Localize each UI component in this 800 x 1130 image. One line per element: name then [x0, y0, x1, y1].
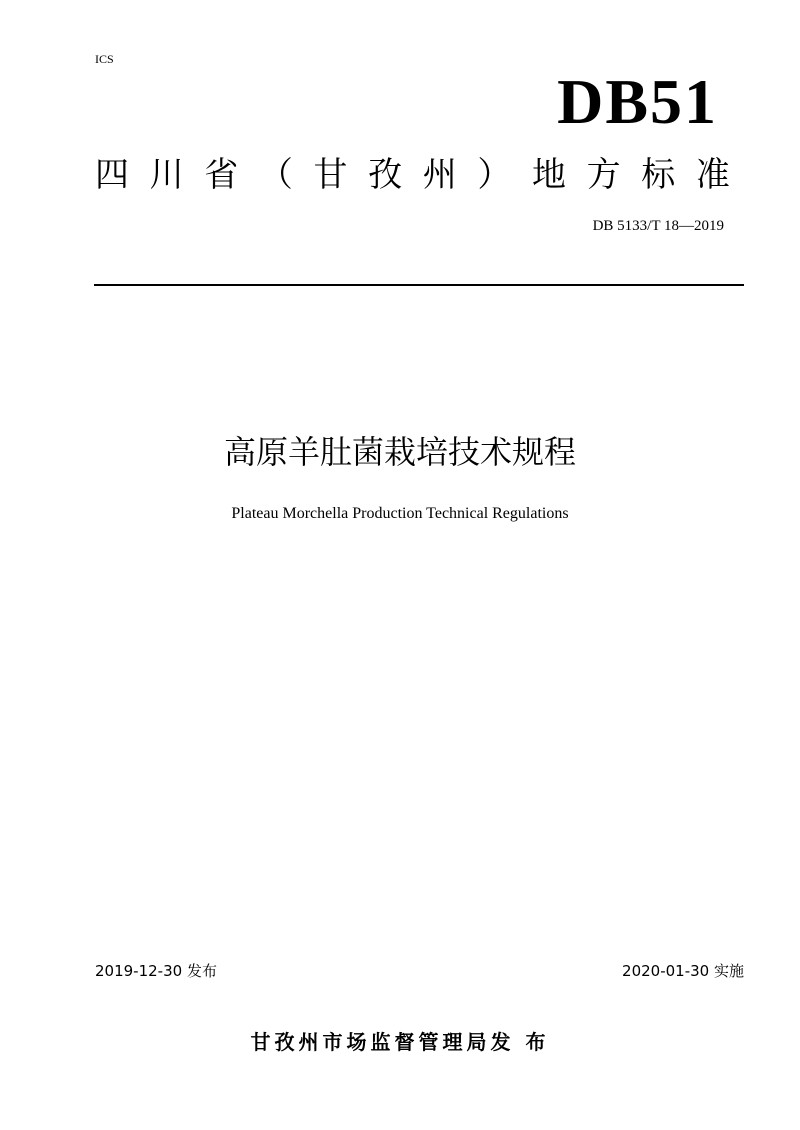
standard-type-char: 州 — [422, 155, 457, 195]
standard-type-char: ） — [477, 155, 512, 195]
header-divider — [94, 284, 744, 286]
ics-label: ICS — [95, 52, 114, 66]
issuing-authority: 甘孜州市场监督管理局发 布 — [250, 1030, 550, 1054]
standard-type-char: 地 — [532, 155, 566, 195]
standard-number: DB 5133/T 18—2019 — [592, 218, 724, 234]
standard-type-char: 方 — [586, 155, 621, 195]
standard-type-char: 孜 — [368, 155, 403, 195]
standard-type-char: 川 — [149, 155, 184, 195]
standard-type-char: 四 — [95, 155, 129, 195]
standard-type — [95, 151, 730, 199]
standard-type-char: （ — [258, 155, 293, 195]
document-title-english: Plateau Morchella Production Technical Regulations — [231, 505, 569, 522]
document-title-chinese: 高原羊肚菌栽培技术规程 — [223, 433, 576, 471]
implementation-date: 2020-01-30 实施 — [622, 962, 744, 980]
issue-date: 2019-12-30 发布 — [95, 962, 217, 980]
standard-type-char: 准 — [695, 155, 730, 195]
db-code: DB51 — [557, 66, 718, 137]
standard-type-char: 甘 — [313, 155, 348, 195]
standard-type-char: 标 — [641, 155, 676, 195]
standard-type-char: 省 — [204, 155, 239, 195]
